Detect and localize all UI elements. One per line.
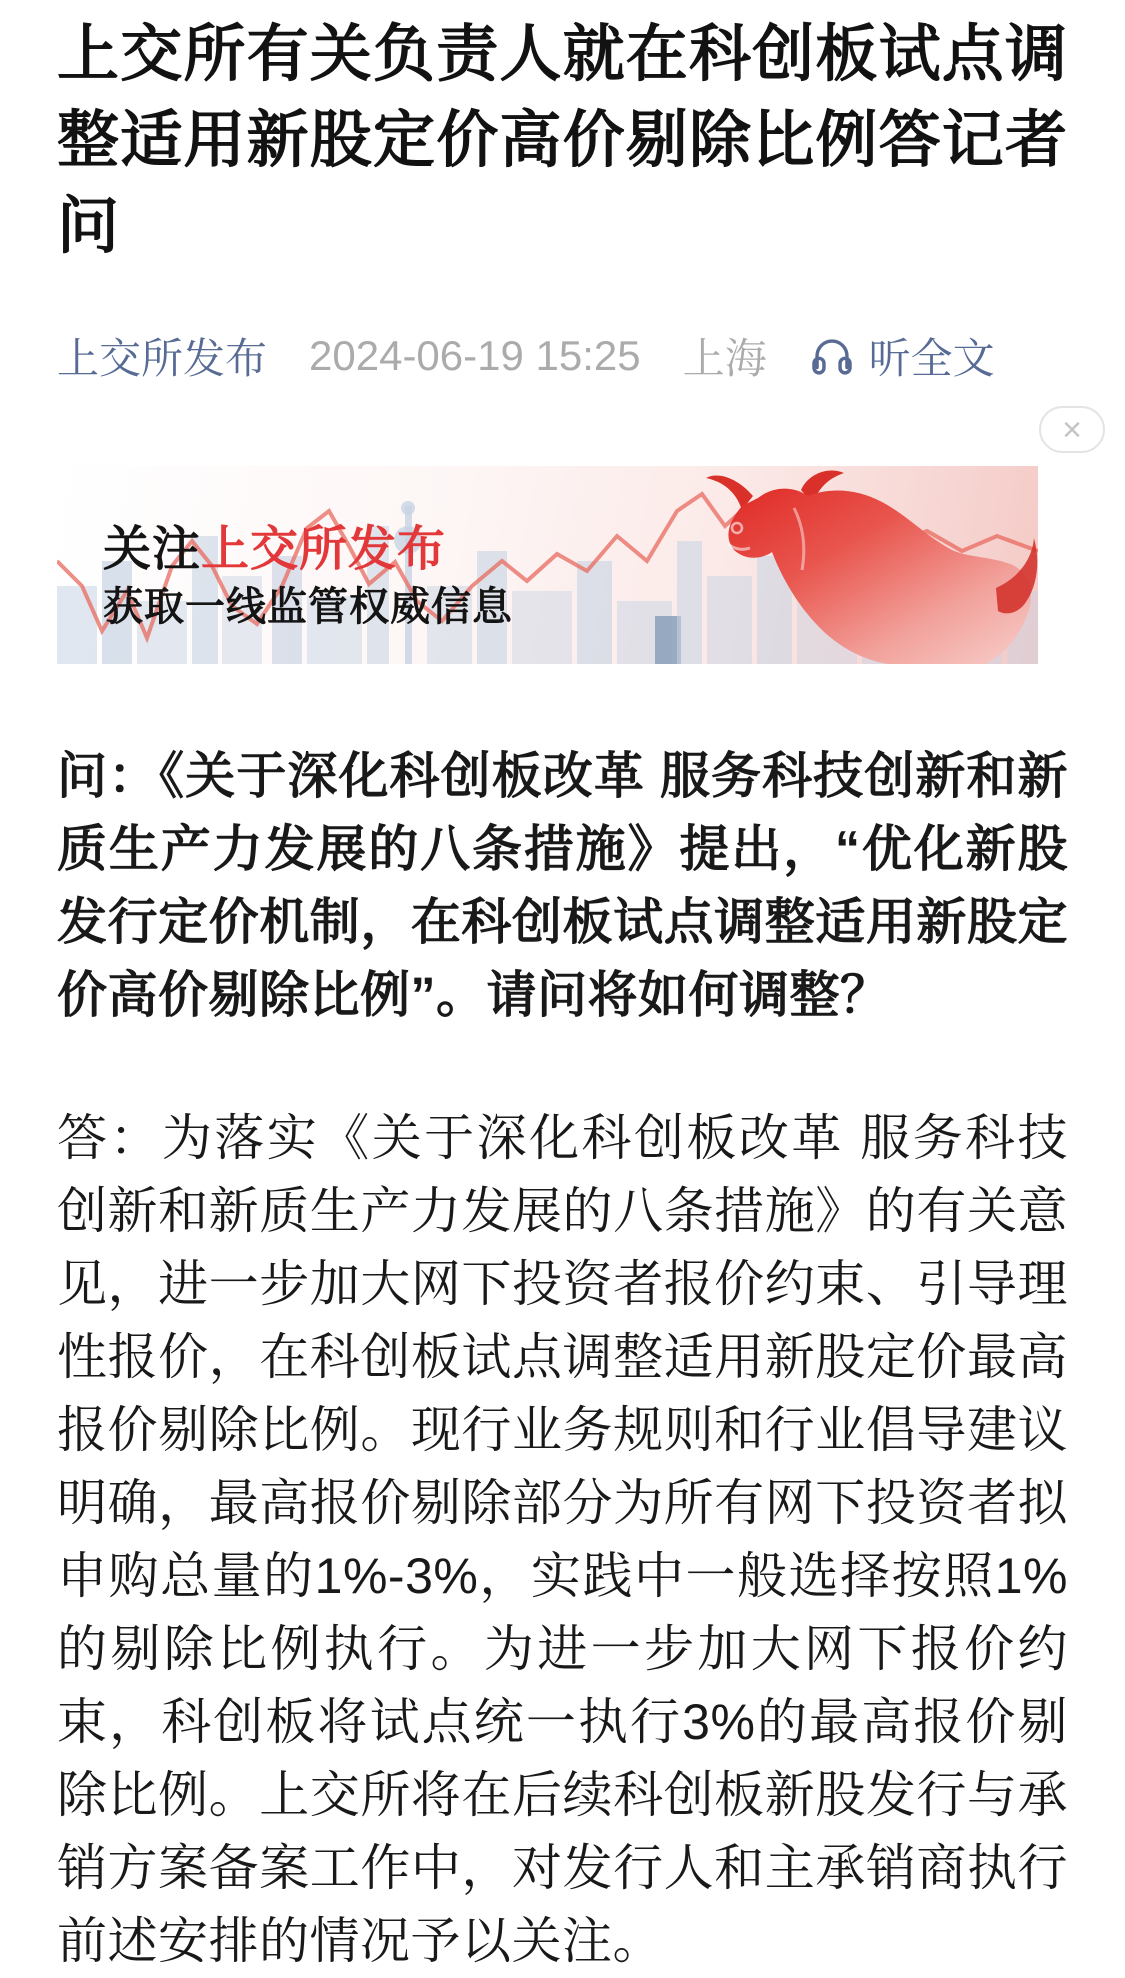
question-paragraph: 问：《关于深化科创板改革 服务科技创新和新质生产力发展的八条措施》提出，“优化新股发行定价机制，在科创板试点调整适用新股定价高价剔除比例”。请问将如何调整？ <box>57 748 1068 1023</box>
close-banner-button[interactable] <box>1039 406 1105 453</box>
account-link[interactable]: 上交所发布 <box>57 335 268 382</box>
listen-full-text-button[interactable] <box>809 326 995 386</box>
close-icon: × <box>1062 410 1082 449</box>
banner-headline <box>103 510 446 579</box>
headphones-icon <box>809 333 855 379</box>
banner-headline-highlight: 上交所发布 <box>201 523 447 576</box>
banner-headline-prefix: 关注 <box>103 523 202 576</box>
listen-label: 听全文 <box>868 335 995 382</box>
promo-banner[interactable] <box>57 466 1038 664</box>
article-meta-row <box>57 328 1068 384</box>
red-bull-graphic <box>698 466 1038 664</box>
promo-section <box>57 406 1082 664</box>
answer-paragraph: 答：为落实《关于深化科创板改革 服务科技创新和新质生产力发展的八条措施》的有关意见，进一步加大网下投资者报价约束、引导理性报价，在科创板试点调整适用新股定价最高报价剔除比例。现行业务规则和行业倡导建议明确，最高报价剔除部分为所有网下投资者拟申购总量的1%-3%，实践中一般选择按照1%的剔除比例执行。为进一步加大网下报价约束，科创板将试点统一执行3%的最高报价剔除比例。上交所将在后续科创板新股发行与承销方案备案工作中，对发行人和主承销商执行前述安排的情况予以关注。 <box>57 1110 1068 1969</box>
banner-subline: 获取一线监管权威信息 <box>103 585 513 629</box>
publish-location: 上海 <box>682 335 767 382</box>
publish-datetime: 2024-06-19 15:25 <box>309 332 641 379</box>
page-title: 上交所有关负责人就在科创板试点调整适用新股定价高价剔除比例答记者问 <box>57 20 1068 261</box>
